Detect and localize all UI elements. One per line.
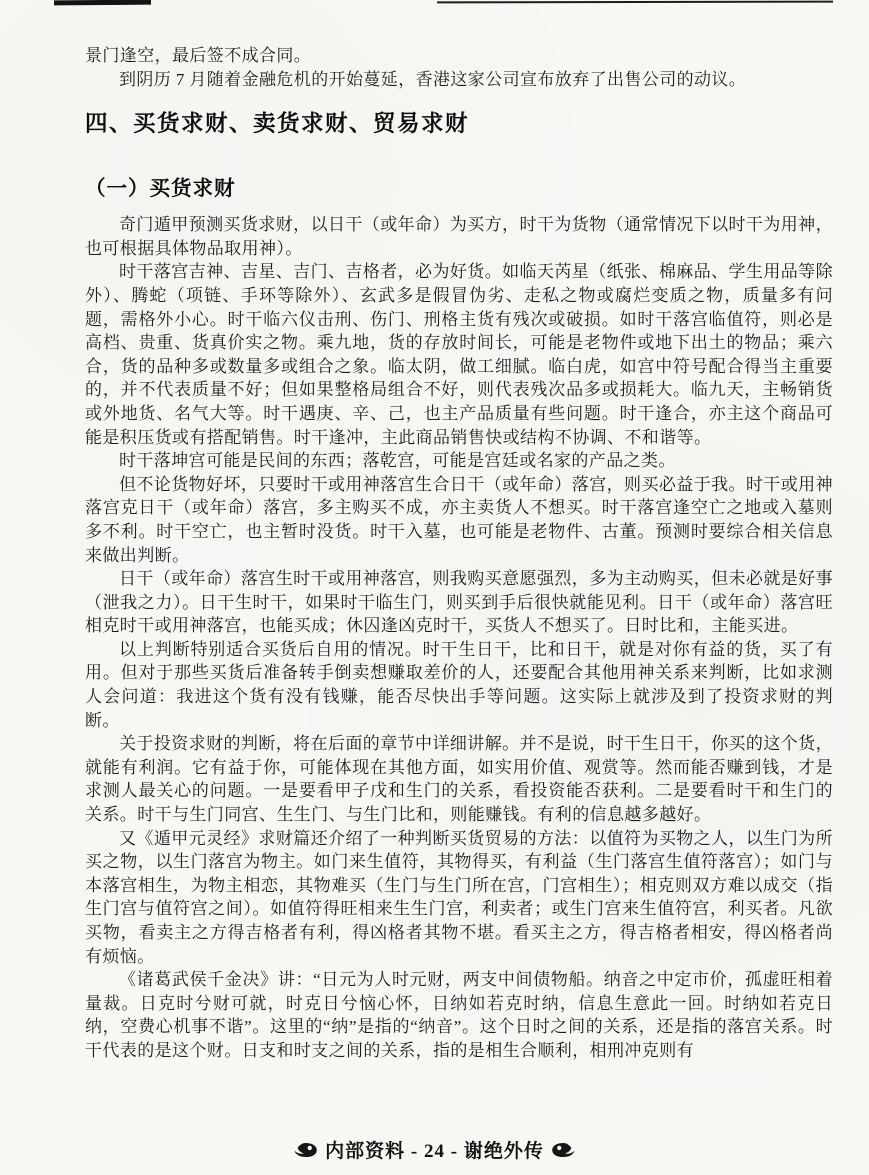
paragraph: 又《遁甲元灵经》求财篇还介绍了一种判断买货贸易的方法：以值符为买物之人，以生门为所买之物，以生门落宫为物主。如门来生值符，其物得买，有利益（生门落宫生值符落宫）；如门与本落宫相生，为物主相恋，其物难买（生门与生门所在宫，门宫相生）；相克则双方难以成交（指生门宫与值符宫之间）。如值符得旺相来生生门宫，利卖者；或生门宫来生值符宫，利买者。凡欲买物，看卖主之方得吉格者有利，得凶格者其物不堪。看买主之方，得吉格者相安，得凶格者尚有烦恼。	[85, 828, 833, 966]
intro-paragraph: 到阴历 7 月随着金融危机的开始蔓延，香港这家公司宣布放弃了出售公司的动议。	[119, 69, 747, 89]
paragraph: 时干落坤宫可能是民间的东西；落乾宫，可能是宫廷或名家的产品之类。	[119, 451, 676, 471]
subsection-heading: （一）买货求财	[85, 178, 236, 201]
page-body	[85, 44, 833, 1063]
scan-artifact-mark	[54, 0, 151, 5]
taiji-swirl-icon	[551, 1142, 576, 1158]
page-footer	[0, 1136, 869, 1163]
section-heading: 四、买货求财、卖货求财、贸易求财	[85, 111, 470, 137]
taiji-swirl-icon	[293, 1142, 318, 1158]
paragraph: 《诸葛武侯千金决》讲：“日元为人时元财，两支中间债物船。纳音之中定市价，孤虚旺相着量裁。日克时兮财可就，时克日兮恼心怀，日纳如若克时纳，信息生意此一回。时纳如若克日纳，空费心机事不谐”。这里的“纳”是指的“纳音”。这个日时之间的关系，还是指的落宫关系。时干代表的是这个财。日支和时支之间的关系，指的是相生合顺利，相刑冲克则有	[85, 970, 833, 1060]
scan-artifact-line	[437, 1, 833, 4]
paragraph: 日干（或年命）落宫生时干或用神落宫，则我购买意愿强烈，多为主动购买，但未必就是好事（泄我之力）。日干生时干，如果时干临生门，则买到手后很快就能见利。日干（或年命）落宫旺相克时干或用神落宫，也能买成；休囚逢凶克时干，买货人不想买了。日时比和，主能买进。	[85, 569, 833, 636]
footer-text: 内部资料 - 24 - 谢绝外传	[325, 1141, 544, 1162]
paragraph: 时干落宫吉神、吉星、吉门、吉格者，必为好货。如临天芮星（纸张、棉麻品、学生用品等除外）、腾蛇（项链、手环等除外）、玄武多是假冒伪劣、走私之物或腐烂变质之物，质量多有问题，需格外小心。时干临六仪击刑、伤门、刑格主货有残次或破损。如时干落宫临值符，则必是高档、贵重、货真价实之物。乘九地，货的存放时间长，可能是老物件或地下出土的物品；乘六合，货的品种多或数量多或组合之象。临太阴，做工细腻。临白虎，如宫中符号配合得当主重要的，并不代表质量不好；但如果整格局组合不好，则代表残次品多或损耗大。临九天，主畅销货或外地货、名气大等。时干遇庚、辛、己，也主产品质量有些问题。时干逢合，亦主这个商品可能是积压货或有搭配销售。时干逢冲，主此商品销售快或结构不协调、不和谐等。	[85, 262, 833, 447]
paragraph: 但不论货物好坏，只要时干或用神落宫生合日干（或年命）落宫，则买必益于我。时干或用神落宫克日干（或年命）落宫，多主购买不成，亦主卖货人不想买。时干落宫逢空亡之地或入墓则多不利。时干空亡，也主暂时没货。时干入墓，也可能是老物件、古董。预测时要综合相关信息来做出判断。	[85, 474, 833, 565]
paragraph: 奇门遁甲预测买货求财，以日干（或年命）为买方，时干为货物（通常情况下以时干为用神，也可根据具体物品取用神）。	[85, 215, 833, 258]
paragraph: 关于投资求财的判断，将在后面的章节中详细讲解。并不是说，时干生日干，你买的这个货，就能有利润。它有益于你，可能体现在其他方面，如实用价值、观赏等。然而能否赚到钱，才是求测人最关心的问题。一是要看甲子戊和生门的关系，看投资能否获利。二是要看时干和生门的关系。时干与生门同宫、生生门、与生门比和，则能赚钱。有利的信息越多越好。	[85, 734, 833, 825]
paragraph: 以上判断特别适合买货后自用的情况。时干生日干，比和日干，就是对你有益的货，买了有用。但对于那些买货后准备转手倒卖想赚取差价的人，还要配合其他用神关系来判断，比如求测人会问道：我进这个货有没有钱赚，能否尽快出手等问题。这实际上就涉及到了投资求财的判断。	[85, 639, 833, 730]
intro-line-continuation: 景门逢空，最后签不成合同。	[85, 46, 312, 65]
